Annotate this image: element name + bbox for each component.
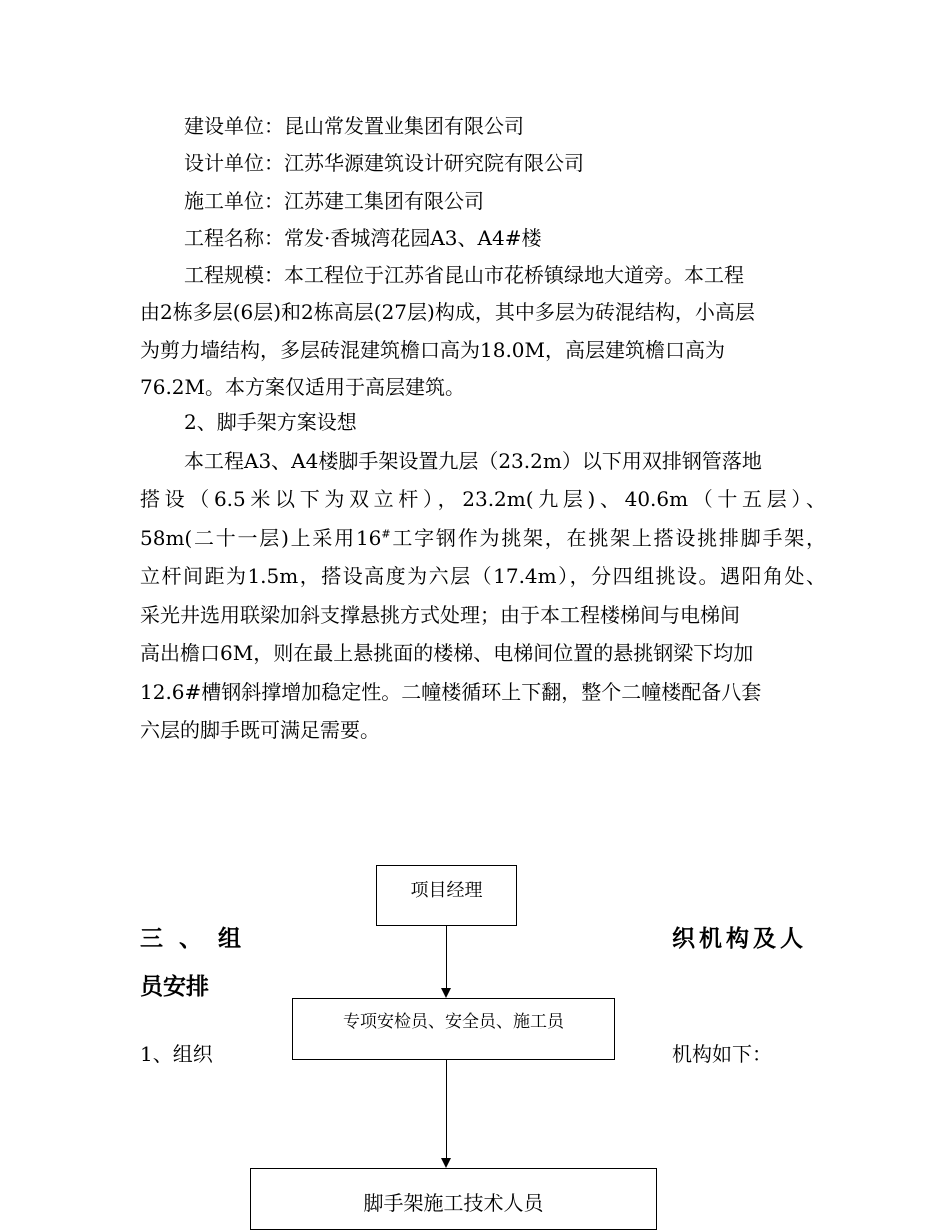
section3-sub-left: 1、组织 xyxy=(140,1042,213,1066)
project-scale-line-3: 为剪力墙结构，多层砖混建筑檐口高为18.0M，高层建筑檐口高为 xyxy=(140,338,726,362)
project-scale-line-2: 由2栋多层(6层)和2栋高层(27层)构成，其中多层为砖混结构，小高层 xyxy=(140,300,755,324)
org-box-safety-staff-label: 专项安检员、安全员、施工员 xyxy=(343,1012,564,1032)
org-box-project-manager xyxy=(376,865,517,926)
section3-heading-right: 织机构及人 xyxy=(672,926,807,952)
section2-title: 2、脚手架方案设想 xyxy=(184,410,357,434)
project-scale-line-4: 76.2M。本方案仅适用于高层建筑。 xyxy=(140,375,466,399)
section2-para-line-3 xyxy=(140,526,826,550)
section2-para-line-7: 12.6#槽钢斜撑增加稳定性。二幢楼循环上下翻，整个二幢楼配备八套 xyxy=(140,680,762,704)
section2-para-line-4: 立杆间距为1.5m，搭设高度为六层（17.4m），分四组挑设。遇阳角处、 xyxy=(140,564,826,588)
org-arrowhead-2 xyxy=(441,1158,451,1168)
section2-para-line-3b: 工字钢作为挑架，在挑架上搭设挑排脚手架， xyxy=(390,526,827,550)
org-connector-2 xyxy=(446,1060,447,1158)
org-arrowhead-1 xyxy=(441,988,451,998)
superscript-hash: # xyxy=(381,527,391,541)
designer-line: 设计单位：江苏华源建筑设计研究院有限公司 xyxy=(184,151,584,175)
section3-heading-line-2: 员安排 xyxy=(140,974,209,1000)
builder-line: 建设单位：昆山常发置业集团有限公司 xyxy=(184,114,524,138)
section2-para-line-5: 采光井选用联梁加斜支撑悬挑方式处理；由于本工程楼梯间与电梯间 xyxy=(140,603,740,627)
section3-sub-right: 机构如下： xyxy=(672,1042,772,1066)
org-box-scaffold-technicians-label: 脚手架施工技术人员 xyxy=(363,1191,544,1215)
section2-para-line-1: 本工程A3、A4楼脚手架设置九层（23.2m）以下用双排钢管落地 xyxy=(184,449,762,473)
project-name-line: 工程名称：常发·香城湾花园A3、A4#楼 xyxy=(184,226,542,250)
section2-para-line-8: 六层的脚手既可满足需要。 xyxy=(140,718,380,742)
section2-para-line-6: 高出檐口6M，则在最上悬挑面的楼梯、电梯间位置的悬挑钢梁下均加 xyxy=(140,641,754,665)
section2-para-line-2: 搭设（6.5米以下为双立杆），23.2m(九层)、40.6m（十五层）、 xyxy=(140,487,826,511)
org-box-project-manager-label: 项目经理 xyxy=(410,880,483,901)
contractor-line: 施工单位：江苏建工集团有限公司 xyxy=(184,189,484,213)
section2-para-line-3a: 58m(二十一层)上采用16 xyxy=(140,526,382,550)
org-connector-1 xyxy=(446,926,447,988)
project-scale-line-1: 工程规模：本工程位于江苏省昆山市花桥镇绿地大道旁。本工程 xyxy=(184,263,744,287)
org-box-scaffold-technicians xyxy=(250,1168,657,1230)
org-box-safety-staff xyxy=(292,998,615,1060)
section3-heading-left: 三、组 xyxy=(140,926,257,952)
